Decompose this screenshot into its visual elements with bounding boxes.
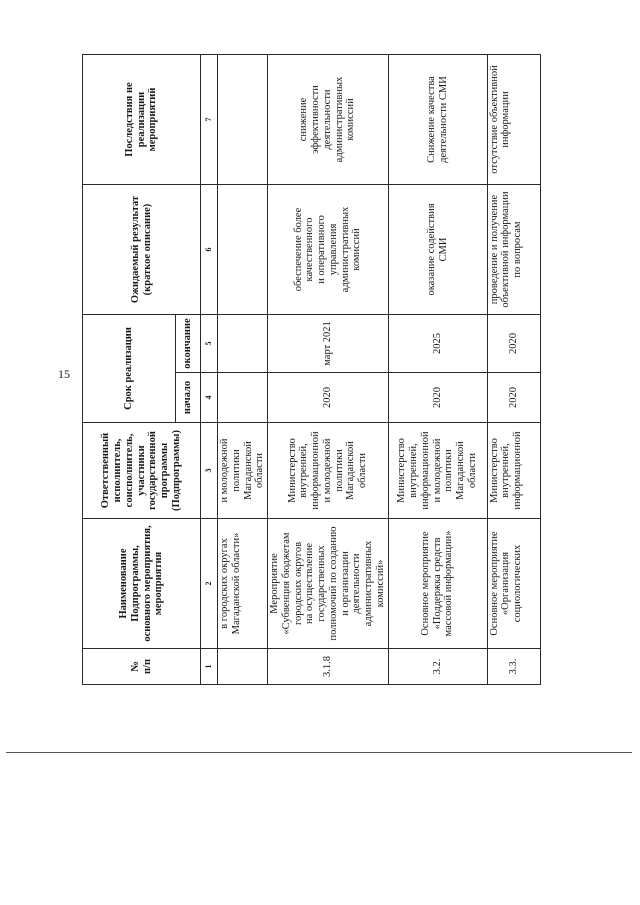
row-responsible: Министерство внутренней, информационной — [487, 423, 540, 519]
header-number: № п/п — [83, 649, 201, 685]
header-name: Наименование Подпрограммы, основного мероприятия, мероприятия — [83, 519, 201, 649]
header-start: начало — [176, 373, 201, 423]
row-number — [218, 649, 268, 685]
column-number: 6 — [201, 185, 218, 315]
row-name: Основное мероприятие «Организация социологических — [487, 519, 540, 649]
row-start: 2020 — [487, 373, 540, 423]
column-number: 3 — [201, 423, 218, 519]
header-period: Срок реализации — [83, 315, 176, 423]
column-number: 2 — [201, 519, 218, 649]
row-start — [218, 373, 268, 423]
column-number-row — [201, 55, 218, 685]
row-name: в городских округах Магаданской области» — [218, 519, 268, 649]
row-responsible: и молодежной политики Магаданской области — [218, 423, 268, 519]
row-number: 3.2. — [388, 649, 487, 685]
row-end: март 2021 — [268, 315, 389, 373]
row-consequence: Снижение качества деятельности СМИ — [388, 55, 487, 185]
table-row — [268, 55, 389, 685]
row-result: оказание содействия СМИ — [388, 185, 487, 315]
column-number: 4 — [201, 373, 218, 423]
row-consequence — [218, 55, 268, 185]
row-result — [218, 185, 268, 315]
rotated-table-container — [82, 55, 632, 685]
row-result: проведение и получение объективной информации по вопросам — [487, 185, 540, 315]
row-responsible: Министерство внутренней, информационной и молодежной политики Магаданской области — [268, 423, 389, 519]
row-consequence: снижение эффективности деятельности административных комиссий — [268, 55, 389, 185]
row-name: Мероприятие «Субвенция бюджетам городских округов на осуществление государственных полномочий по созданию и организации деятельности административных комиссий» — [268, 519, 389, 649]
row-start: 2020 — [388, 373, 487, 423]
row-result: обеспечение более качественного и оперативного управления административных комиссий — [268, 185, 389, 315]
header-end: окончание — [176, 315, 201, 373]
header-consequence: Последствия не реализации мероприятий — [83, 55, 201, 185]
table-row — [388, 55, 487, 685]
column-number: 1 — [201, 649, 218, 685]
row-start: 2020 — [268, 373, 389, 423]
column-number: 7 — [201, 55, 218, 185]
column-number: 5 — [201, 315, 218, 373]
row-number: 3.1.8 — [268, 649, 389, 685]
header-result: Ожидаемый результат (краткое описание) — [83, 185, 201, 315]
header-responsible: Ответственный исполнитель, соисполнитель, участники государственной программы (Подпрограммы) — [83, 423, 201, 519]
page-divider — [6, 752, 632, 753]
table-row — [487, 55, 540, 685]
page-number: 15 — [58, 367, 70, 381]
program-table — [82, 54, 541, 685]
row-number: 3.3. — [487, 649, 540, 685]
row-end: 2025 — [388, 315, 487, 373]
row-end: 2020 — [487, 315, 540, 373]
table-row — [218, 55, 268, 685]
row-end — [218, 315, 268, 373]
row-name: Основное мероприятие «Поддержка средств массовой информации» — [388, 519, 487, 649]
row-responsible: Министерство внутренней, информационной и молодежной политики Магаданской области — [388, 423, 487, 519]
row-consequence: отсутствие объективной информации — [487, 55, 540, 185]
